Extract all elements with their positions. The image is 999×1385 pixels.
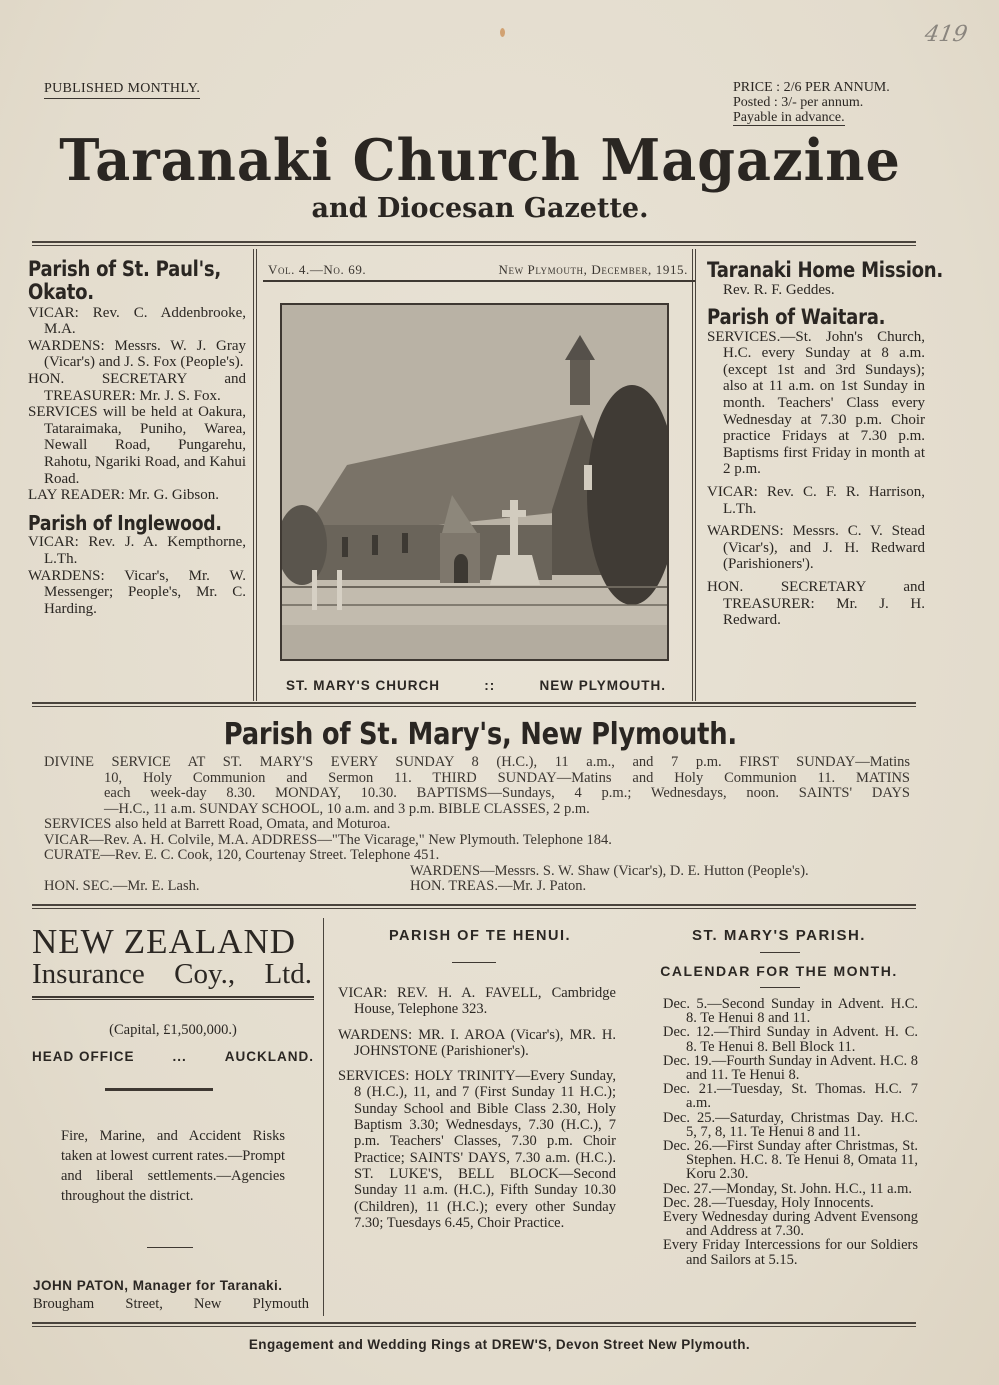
- column-divider-right: [692, 249, 696, 701]
- insurance-word: Insurance: [32, 958, 145, 990]
- st-marys-hon-treas: HON. TREAS.—Mr. J. Paton.: [410, 878, 587, 894]
- bottom-divider-left: [323, 918, 324, 1316]
- calendar-entry: Dec. 26.—First Sunday after Christmas, St. Stephen. H.C. 8. Te Henui 8, Omata 11, Koru 2.30.: [663, 1138, 918, 1183]
- st-marys-body: [44, 755, 910, 895]
- insurance-title-rule: [32, 996, 314, 1000]
- okato-secretary: HON. SECRETARY and TREASURER: Mr. J. S. Fox.: [28, 370, 246, 404]
- st-marys-heading: Parish of St. Mary's, New Plymouth.: [223, 717, 737, 752]
- okato-services: SERVICES will be held at Oakura, Tataraimaka, Puniho, Warea, Newall Road, Pungarehu, Rahotu, Ngariki Road, and Kahui Road.: [28, 404, 246, 487]
- calendar-entry: Dec. 5.—Second Sunday in Advent. H.C. 8. Te Henui 8 and 11.: [663, 996, 918, 1027]
- masthead-subtitle: and Diocesan Gazette.: [311, 193, 649, 224]
- insurance-ornament-rule: [105, 1088, 213, 1091]
- st-marys-line-2: 10, Holy Communion and Sermon 11. THIRD SUNDAY—Matins and Holy Communion 11. MATINS: [104, 769, 910, 786]
- calendar-entry: Dec. 21.—Tuesday, St. Thomas. H.C. 7 a.m.: [663, 1081, 918, 1112]
- footer-rule: [32, 1322, 916, 1327]
- footer-advert: Engagement and Wedding Rings at DREW'S, Devon Street New Plymouth.: [248, 1337, 751, 1352]
- st-marys-line-3: each week-day 8.30. MONDAY, 10.30. BAPTISMS—Sundays, 4 p.m.; Wednesdays, noon. SAINTS' DAYS: [104, 785, 910, 801]
- column-divider-left: [253, 249, 257, 701]
- masthead-rule: [32, 241, 916, 246]
- okato-lay-reader: LAY READER: Mr. G. Gibson.: [28, 487, 219, 504]
- te-henui-heading: PARISH OF TE HENUI.: [388, 928, 572, 944]
- calendar-entry: Dec. 19.—Fourth Sunday in Advent. H.C. 8 and 11. Te Henui 8.: [663, 1052, 918, 1084]
- issue-rule: [263, 280, 695, 282]
- okato-heading-line2: Okato.: [28, 279, 94, 304]
- waitara-vicar: VICAR: Rev. C. F. R. Harrison, L.Th.: [707, 483, 925, 517]
- inglewood-vicar: VICAR: Rev. J. A. Kempthorne, L.Th.: [28, 534, 246, 567]
- st-marys-line-4: —H.C., 11 a.m. SUNDAY SCHOOL, 10 a.m. and 3 p.m. BIBLE CLASSES, 2 p.m.: [104, 800, 590, 817]
- te-henui-wardens: WARDENS: MR. I. AROA (Vicar's), MR. H. JOHNSTONE (Parishioner's).: [338, 1026, 616, 1059]
- waitara-heading: Parish of Waitara.: [707, 304, 886, 329]
- left-column: [28, 258, 246, 617]
- head-office-dots: ...: [172, 1049, 187, 1064]
- caption-town: NEW PLYMOUTH.: [539, 678, 666, 693]
- waitara-services: SERVICES.—St. John's Church, H.C. every Sunday at 8 a.m. (except 1st and 3rd Sundays); also at 11 a.m. on 1st Sunday in month. Teachers' Class every Wednesday at 7.30 p.m. Choir practice Fridays at 7.30 p.m. Baptisms first Friday in month at 2 p.m.: [707, 328, 925, 478]
- price-line: PRICE : 2/6 PER ANNUM.: [733, 80, 890, 95]
- issue-line: [268, 262, 688, 278]
- home-mission-heading: Taranaki Home Mission.: [707, 258, 943, 282]
- posted-price-line: Posted : 3/- per annum.: [733, 95, 864, 110]
- payable-line: Payable in advance.: [733, 110, 845, 125]
- calendar-rule-1: [760, 952, 800, 953]
- head-office-label: HEAD OFFICE: [32, 1049, 135, 1064]
- calendar-entry: Dec. 28.—Tuesday, Holy Innocents.: [663, 1194, 874, 1211]
- home-mission-text: Rev. R. F. Geddes.: [723, 282, 835, 298]
- issue-place-date: New Plymouth, December, 1915.: [498, 262, 688, 277]
- ltd-word: Ltd.: [264, 958, 312, 990]
- paper-stain: [500, 28, 505, 37]
- calendar-subheading: CALENDAR FOR THE MONTH.: [660, 963, 898, 979]
- calendar-entry: Dec. 12.—Third Sunday in Advent. H. C. 8. Te Henui 8. Bell Block 11.: [663, 1024, 918, 1055]
- calendar-entry: Every Wednesday during Advent Evensong and Address at 7.30.: [663, 1209, 918, 1240]
- calendar-list: [663, 997, 918, 1267]
- st-marys-heading-wrap: [0, 717, 960, 752]
- st-marys-line-6: VICAR—Rev. A. H. Colvile, M.A. ADDRESS—"The Vicarage," New Plymouth. Telephone 184.: [44, 831, 612, 848]
- church-illustration: [282, 305, 667, 659]
- volume-number: Vol. 4.—No. 69.: [268, 262, 367, 277]
- okato-heading-line1: Parish of St. Paul's,: [28, 257, 221, 281]
- st-marys-line-1: DIVINE SERVICE AT ST. MARY'S EVERY SUNDAY 8 (H.C.), 11 a.m., and 7 p.m. FIRST SUNDAY—Matins: [44, 754, 910, 770]
- church-photo: [280, 303, 669, 661]
- waitara-wardens: WARDENS: Messrs. C. V. Stead (Vicar's), and J. H. Redward (Parishioners').: [707, 523, 925, 573]
- price-block: [733, 80, 890, 126]
- calendar-rule-2: [760, 987, 800, 988]
- insurance-capital: (Capital, £1,500,000.): [109, 1022, 237, 1038]
- published-monthly-label: PUBLISHED MONTHLY.: [44, 81, 200, 99]
- handwritten-page-number: 419: [922, 22, 970, 47]
- head-office-city: AUCKLAND.: [224, 1049, 314, 1064]
- te-henui-services: SERVICES: HOLY TRINITY—Every Sunday, 8 (H.C.), 11, and 7 (First Sunday 11 H.C.); Sunday School and Bible Class 2.30, Holy Baptism 3.30; Wednesdays, 7.30 (H.C.), 7 p.m. Teachers' Classes, 7.30 p.m. Choir Practice; SAINTS' DAYS, 7.30 a.m. (H.C.). ST. LUKE'S, BELL BLOCK—Second Sunday 11 a.m. (H.C.), Fifth Sunday 10.30 (Children), 11 (H.C.); every other Sunday 7.30; Tuesdays 6.45, Choir Practice.: [338, 1068, 616, 1231]
- head-office-line: [32, 1049, 314, 1064]
- calendar-entry: Dec. 27.—Monday, St. John. H.C., 11 a.m.: [663, 1180, 913, 1197]
- inglewood-heading: Parish of Inglewood.: [28, 510, 222, 535]
- st-marys-hon-sec: HON. SEC.—Mr. E. Lash.: [44, 878, 200, 894]
- insurance-manager: JOHN PATON, Manager for Taranaki.: [33, 1278, 283, 1293]
- right-column: [707, 258, 943, 629]
- calendar-entry: Dec. 25.—Saturday, Christmas Day. H.C. 5, 7, 8, 11. Te Henui 8 and 11.: [663, 1109, 918, 1140]
- te-henui-column: [338, 985, 616, 1231]
- calendar-parish-heading: ST. MARY'S PARISH.: [692, 927, 866, 944]
- insurance-company-subtitle: [32, 958, 312, 991]
- okato-wardens: WARDENS: Messrs. W. J. Gray (Vicar's) and J. S. Fox (People's).: [28, 337, 246, 371]
- caption-church: ST. MARY'S CHURCH: [286, 678, 440, 693]
- okato-vicar: VICAR: Rev. C. Addenbrooke, M.A.: [28, 304, 246, 338]
- st-marys-officers-row: [44, 879, 910, 895]
- insurance-company-name: NEW ZEALAND: [32, 922, 297, 961]
- calendar-entry: Every Friday Intercessions for our Soldiers and Sailors at 5.15.: [663, 1237, 918, 1268]
- waitara-secretary: HON. SECRETARY and TREASURER: Mr. J. H. Redward.: [707, 578, 925, 629]
- inglewood-wardens: WARDENS: Vicar's, Mr. W. Messenger; People's, Mr. C. Harding.: [28, 567, 246, 617]
- upper-section-rule: [32, 702, 916, 707]
- insurance-body: Fire, Marine, and Accident Risks taken at lowest current rates.—Prompt and liberal settlements.—Agencies throughout the district.: [61, 1128, 285, 1204]
- middle-section-rule: [32, 904, 916, 909]
- st-marys-line-5: SERVICES also held at Barrett Road, Omata, and Moturoa.: [44, 816, 391, 832]
- insurance-address: Brougham Street, New Plymouth: [33, 1296, 309, 1312]
- photo-caption: [286, 678, 666, 693]
- te-henui-vicar: VICAR: REV. H. A. FAVELL, Cambridge House, Telephone 323.: [338, 985, 616, 1018]
- insurance-short-rule: [147, 1247, 193, 1248]
- caption-separator: ::: [484, 678, 496, 693]
- masthead-title: Taranaki Church Magazine: [59, 126, 901, 194]
- te-henui-rule: [452, 962, 496, 963]
- coy-word: Coy.,: [174, 958, 236, 990]
- st-marys-line-7: CURATE—Rev. E. C. Cook, 120, Courtenay Street. Telephone 451.: [44, 847, 440, 863]
- st-marys-wardens: WARDENS—Messrs. S. W. Shaw (Vicar's), D. E. Hutton (People's).: [410, 862, 809, 879]
